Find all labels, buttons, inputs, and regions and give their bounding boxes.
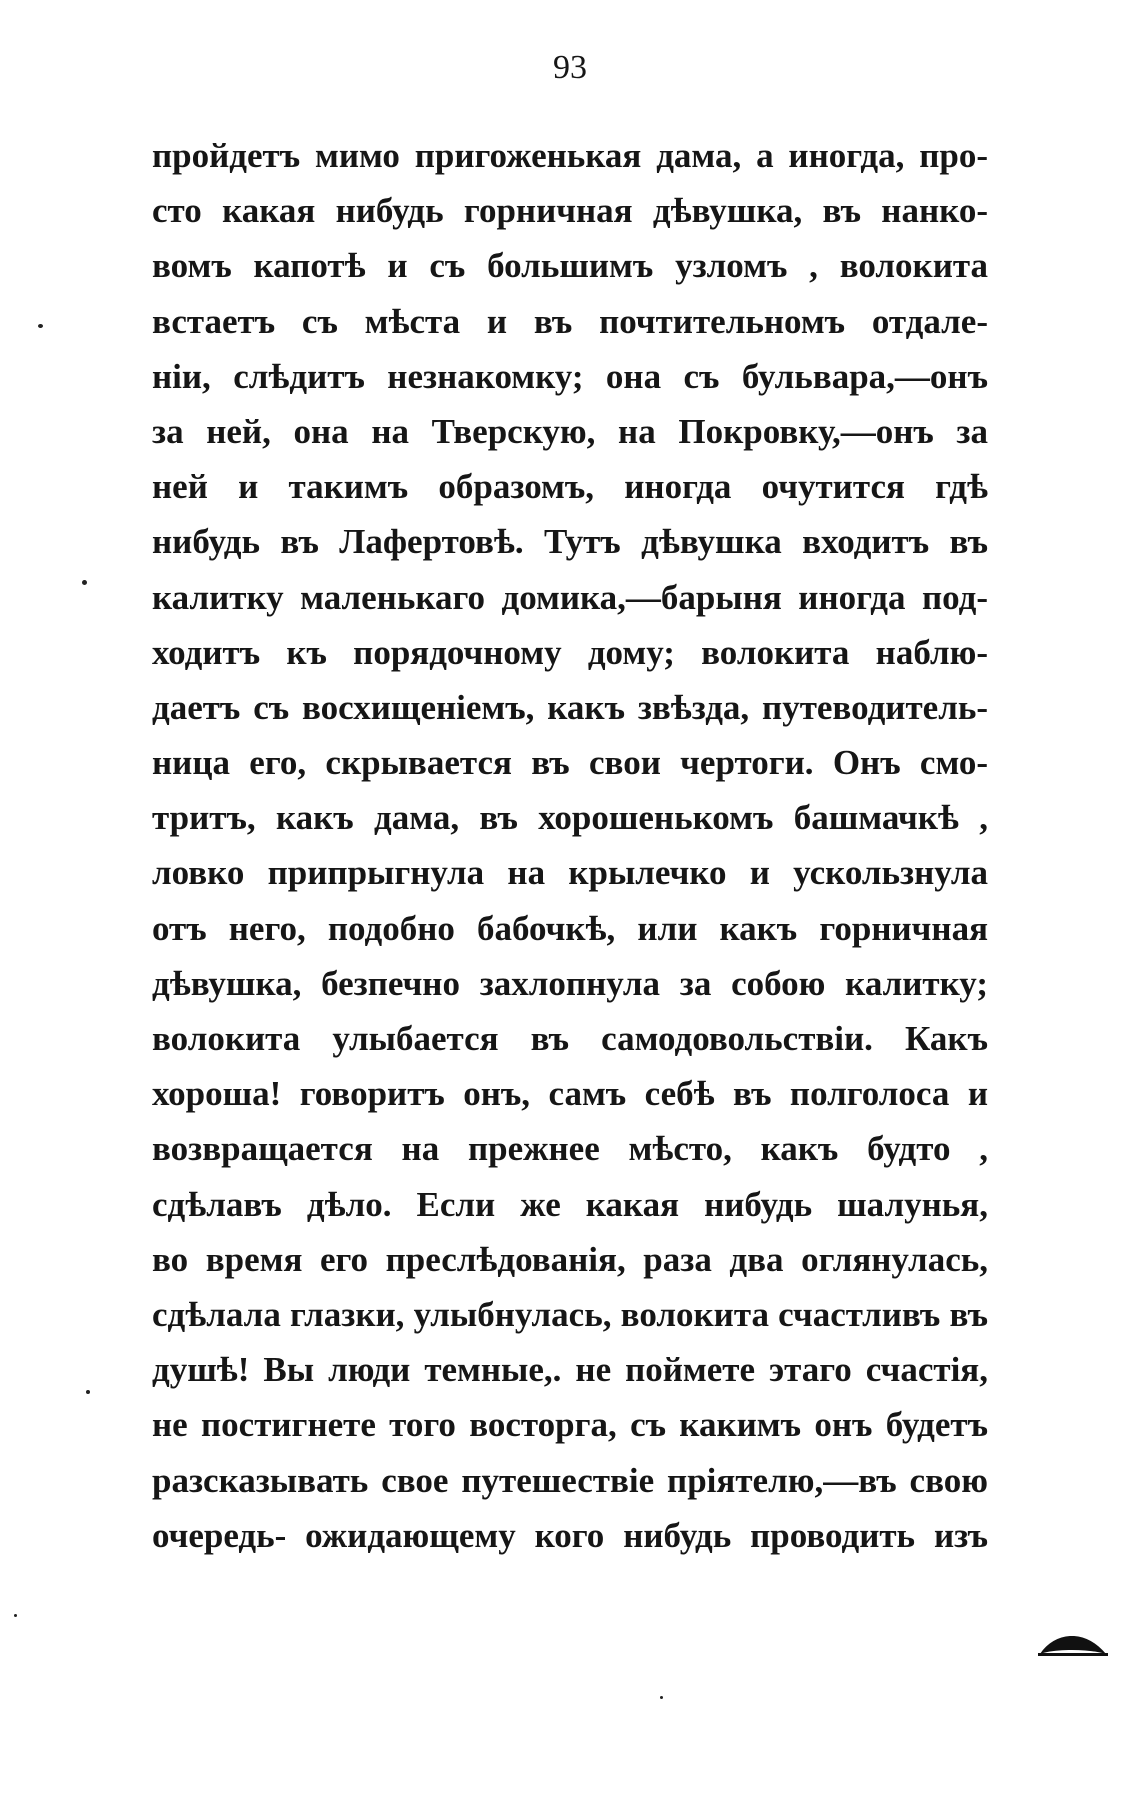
text-line: встаетъ съ мѣста и въ почтительномъ отдале-	[152, 301, 988, 341]
text-line: волокита улыбается въ самодовольствіи. Какъ	[152, 1019, 988, 1058]
margin-speck	[82, 580, 87, 585]
text-line: хороша! говоритъ онъ, самъ себѣ въ полголоса и	[152, 1074, 988, 1114]
text-line: сдѣлала глазки, улыбнулась, волокита счастливъ въ	[152, 1294, 988, 1334]
text-line: пройдетъ мимо пригоженькая дама, а иногда, про-	[152, 136, 988, 175]
text-line: ніи, слѣдитъ незнакомку; она съ бульвара,—онъ	[152, 356, 988, 396]
ink-blot-ornament	[1038, 1634, 1108, 1656]
text-line: отъ него, подобно бабочкѣ, или какъ горничная	[152, 908, 988, 948]
margin-speck	[38, 324, 43, 328]
text-line: ловко припрыгнула на крылечко и ускользнула	[152, 853, 988, 893]
text-line: ница его, скрывается въ свои чертоги. Онъ смо-	[152, 743, 988, 783]
text-line: тритъ, какъ дама, въ хорошенькомъ башмачкѣ ,	[152, 798, 988, 838]
text-line: душѣ! Вы люди темные,. не поймете этаго счастія,	[152, 1350, 988, 1390]
text-line: вомъ капотѣ и съ большимъ узломъ , волокита	[152, 246, 988, 286]
margin-speck	[86, 1390, 90, 1394]
body-text	[152, 128, 988, 1563]
margin-speck	[660, 1696, 663, 1699]
text-line: даетъ съ восхищеніемъ, какъ звѣзда, путеводитель-	[152, 687, 988, 727]
text-line: ней и такимъ образомъ, иногда очутится гдѣ	[152, 467, 988, 507]
text-line: сто какая нибудь горничная дѣвушка, въ нанко-	[152, 191, 988, 231]
text-line: нибудь въ Лафертовѣ. Тутъ дѣвушка входитъ въ	[152, 522, 988, 562]
text-line: калитку маленькаго домика,—барыня иногда под-	[152, 577, 988, 617]
page-number: 93	[553, 49, 587, 86]
margin-speck	[14, 1614, 17, 1617]
text-line: дѣвушка, безпечно захлопнула за собою калитку;	[152, 963, 988, 1003]
text-line: во время его преслѣдованія, раза два оглянулась,	[152, 1239, 988, 1279]
text-line: ходитъ къ порядочному дому; волокита наблю-	[152, 632, 988, 672]
text-line: разсказывать свое путешествіе пріятелю,—въ свою	[152, 1460, 988, 1500]
text-line: очередь- ожидающему кого нибудь проводить изъ	[152, 1515, 988, 1555]
text-line: возвращается на прежнее мѣсто, какъ будто ,	[152, 1129, 988, 1169]
text-line: не постигнете того восторга, съ какимъ онъ будетъ	[152, 1405, 988, 1445]
text-line: сдѣлавъ дѣло. Если же какая нибудь шалунья,	[152, 1184, 988, 1224]
text-line: за ней, она на Тверскую, на Покровку,—онъ за	[152, 411, 988, 451]
